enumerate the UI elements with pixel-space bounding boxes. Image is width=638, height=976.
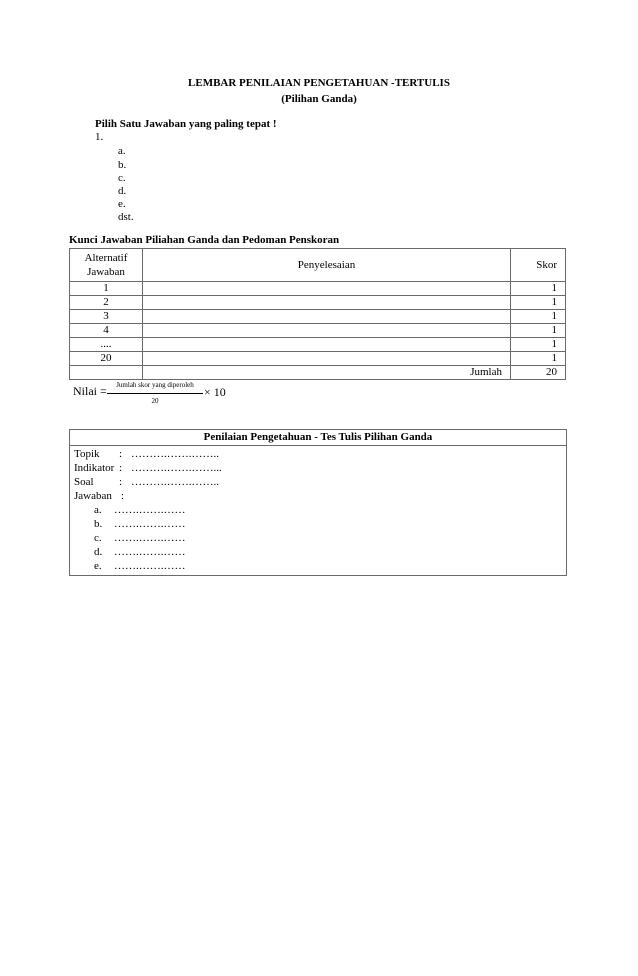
table-total-row: [70, 366, 566, 380]
page-title: LEMBAR PENILAIAN PENGETAHUAN -TERTULIS: [188, 77, 450, 89]
cell-solution: [143, 282, 511, 296]
formula-label: Nilai =: [73, 384, 107, 398]
answer-b-label: b.: [94, 518, 103, 530]
cell-score: 1: [511, 352, 566, 366]
page-subtitle: (Pilihan Ganda): [281, 93, 357, 105]
answer-e-value: …….…….……: [114, 560, 186, 572]
option-d: d.: [118, 185, 127, 197]
answer-a-label: a.: [94, 504, 102, 516]
answer-c-label: c.: [94, 532, 102, 544]
option-e: e.: [118, 198, 126, 210]
formula-fraction: [107, 381, 203, 406]
table-header-row: [70, 249, 566, 282]
assessment-box: [69, 429, 567, 576]
cell-solution: [143, 324, 511, 338]
soal-value: ……….…….……..: [131, 476, 219, 488]
instruction-text: Pilih Satu Jawaban yang paling tepat !: [95, 118, 277, 130]
table-row: [70, 352, 566, 366]
soal-label: Soal: [74, 476, 94, 488]
total-value: 20: [511, 366, 566, 380]
cell-solution: [143, 352, 511, 366]
indikator-value: ……….…….……...: [131, 462, 222, 474]
table-row: [70, 338, 566, 352]
cell-alt: 4: [70, 324, 143, 338]
formula-multiplier: × 10: [204, 385, 226, 399]
formula-denominator: 20: [151, 397, 159, 405]
answer-key-table: [69, 248, 566, 380]
soal-sep: :: [119, 476, 123, 488]
answer-a-value: …….…….……: [114, 504, 186, 516]
answer-c-value: …….…….……: [114, 532, 186, 544]
cell-score: 1: [511, 282, 566, 296]
indikator-label: Indikator: [74, 462, 115, 474]
cell-alt: 2: [70, 296, 143, 310]
cell-score: 1: [511, 310, 566, 324]
cell-alt: 1: [70, 282, 143, 296]
answer-b-value: …….…….……: [114, 518, 186, 530]
jawaban-sep: :: [121, 490, 125, 502]
cell-solution: [143, 310, 511, 324]
answer-d-label: d.: [94, 546, 103, 558]
formula-numerator: Jumlah skor yang diperoleh: [107, 381, 203, 394]
topik-value: ……….…….……..: [131, 448, 219, 460]
question-number: 1.: [95, 131, 104, 143]
cell-score: 1: [511, 324, 566, 338]
option-b: b.: [118, 159, 127, 171]
indikator-sep: :: [119, 462, 123, 474]
table-row: [70, 296, 566, 310]
cell-alt: [70, 366, 143, 380]
assessment-header: Penilaian Pengetahuan - Tes Tulis Pilihan Ganda: [70, 430, 566, 446]
cell-score: 1: [511, 338, 566, 352]
topik-sep: :: [119, 448, 123, 460]
key-heading: Kunci Jawaban Piliahan Ganda dan Pedoman Penskoran: [69, 234, 340, 246]
total-label: Jumlah: [143, 366, 511, 380]
table-row: [70, 282, 566, 296]
header-penyelesaian: Penyelesaian: [143, 249, 511, 282]
cell-score: 1: [511, 296, 566, 310]
header-alternatif: Alternatif Jawaban: [70, 249, 143, 282]
jawaban-label: Jawaban: [74, 490, 112, 502]
cell-solution: [143, 296, 511, 310]
topik-label: Topik: [74, 448, 100, 460]
cell-alt: 20: [70, 352, 143, 366]
cell-solution: [143, 338, 511, 352]
cell-alt: ....: [70, 338, 143, 352]
cell-alt: 3: [70, 310, 143, 324]
option-dst: dst.: [118, 211, 134, 223]
option-c: c.: [118, 172, 126, 184]
table-row: [70, 310, 566, 324]
answer-e-label: e.: [94, 560, 102, 572]
table-row: [70, 324, 566, 338]
header-skor: Skor: [511, 249, 566, 282]
answer-d-value: …….…….……: [114, 546, 186, 558]
option-a: a.: [118, 145, 126, 157]
